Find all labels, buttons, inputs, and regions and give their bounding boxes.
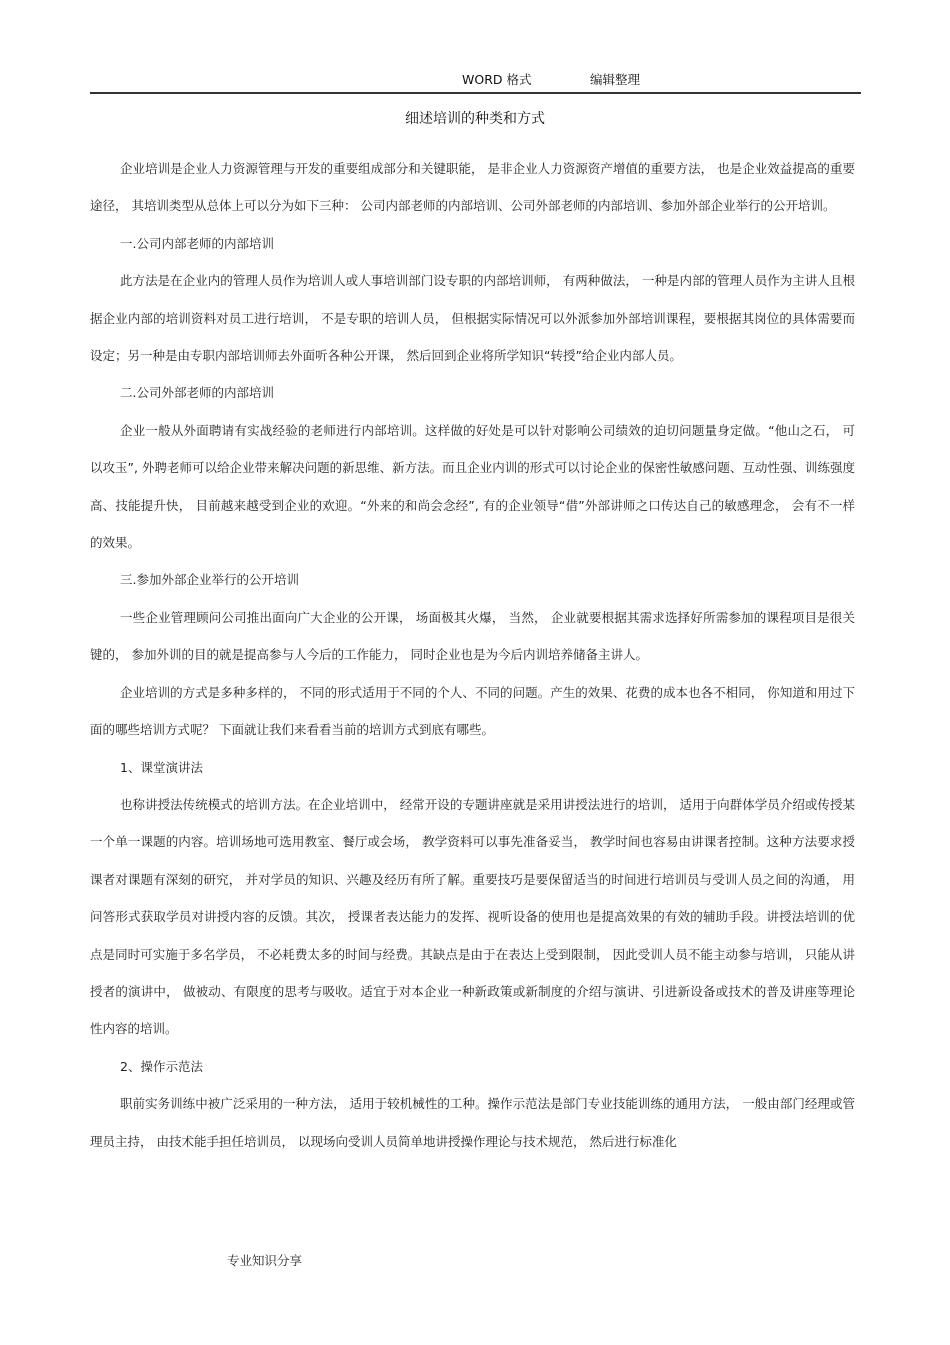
paragraph: 也称讲授法传统模式的培训方法。在企业培训中， 经常开设的专题讲座就是采用讲授法进行的培训， 适用于向群体学员介绍或传授某一个单一课题的内容。培训场地可选用教室、餐厅或会场， 教学资料可以事先准备妥当， 教学时间也容易由讲课者控制。这种方法要求授课者对课题有深刻的研究， 并对学员的知识、兴趣及经历有所了解。重要技巧是要保留适当的时间进行培训员与受训人员之间的沟通， 用问答形式获取学员对讲授内容的反馈。其次， 授课者表达能力的发挥、视听设备的使用也是提高效果的有效的辅助手段。讲授法培训的优点是同时可实施于多名学员， 不必耗费太多的时间与经费。其缺点是由于在表达上受到限制， 因此受训人员不能主动参与培训， 只能从讲授者的演讲中， 做被动、有限度的思考与吸收。适宜于对本企业一种新政策或新制度的介绍与演讲、引进新设备或技术的普及讲座等理论性内容的培训。 xyxy=(90,796,855,1037)
paragraph: 企业一般从外面聘请有实战经验的老师进行内部培训。这样做的好处是可以针对影响公司绩效的迫切问题量身定做。“他山之石， 可以攻玉”, 外聘老师可以给企业带来解决问题的新思维、新方法。而且企业内训的形式可以讨论企业的保密性敏感问题、互动性强、训练强度高、技能提升快， 目前越来越受到企业的欢迎。“外来的和尚会念经”, 有的企业领导“借”外部讲师之口传达自己的敏感理念， 会有不一样的效果。 xyxy=(90,422,855,551)
header-format-label: WORD 格式 xyxy=(462,72,532,87)
paragraph: 企业培训的方式是多种多样的， 不同的形式适用于不同的个人、不同的问题。产生的效果、花费的成本也各不相同， 你知道和用过下面的哪些培训方式呢？ 下面就让我们来看看当前的培训方式到底有哪些。 xyxy=(90,684,855,738)
paragraph: 此方法是在企业内的管理人员作为培训人或人事培训部门设专职的内部培训师， 有两种做法， 一种是内部的管理人员作为主讲人且根据企业内部的培训资料对员工进行培训， 不是专职的培训人员， 但根据实际情况可以外派参加外部培训课程，要根据其岗位的具体需要而设定；另一种是由专职内部培训师去外面听各种公开课， 然后回到企业将所学知识“转授”给企业内部人员。 xyxy=(90,273,855,364)
document-body xyxy=(90,150,855,1160)
paragraph: 一些企业管理顾问公司推出面向广大企业的公开课， 场面极其火爆， 当然， 企业就要根据其需求选择好所需参加的课程项目是很关键的， 参加外训的目的就是提高参与人今后的工作能力， 同时企业也是为今后内训培养储备主讲人。 xyxy=(90,609,855,663)
section-heading: 2、操作示范法 xyxy=(120,1058,203,1074)
header-edit-label: 编辑整理 xyxy=(590,72,641,87)
section-heading: 三.参加外部企业举行的公开培训 xyxy=(120,572,299,588)
paragraph: 职前实务训练中被广泛采用的一种方法， 适用于较机械性的工种。操作示范法是部门专业技能训练的通用方法， 一般由部门经理或管理员主持， 由技术能手担任培训员， 以现场向受训人员简单地讲授操作理论与技术规范， 然后进行标准化 xyxy=(90,1096,855,1149)
document-title: 细述培训的种类和方式 xyxy=(405,111,545,127)
page-footer: 专业知识分享 xyxy=(227,1253,303,1268)
section-heading: 一.公司内部老师的内部培训 xyxy=(120,235,274,251)
paragraph: 企业培训是企业人力资源管理与开发的重要组成部分和关键职能， 是非企业人力资源资产增值的重要方法， 也是企业效益提高的重要途径， 其培训类型从总体上可以分为如下三种： 公司内部老师的内部培训、公司外部老师的内部培训、参加外部企业举行的公开培训。 xyxy=(90,161,855,214)
section-heading: 1、课堂演讲法 xyxy=(120,759,203,775)
page-header xyxy=(0,70,950,90)
section-heading: 二.公司外部老师的内部培训 xyxy=(120,385,274,401)
header-rule xyxy=(90,92,861,94)
